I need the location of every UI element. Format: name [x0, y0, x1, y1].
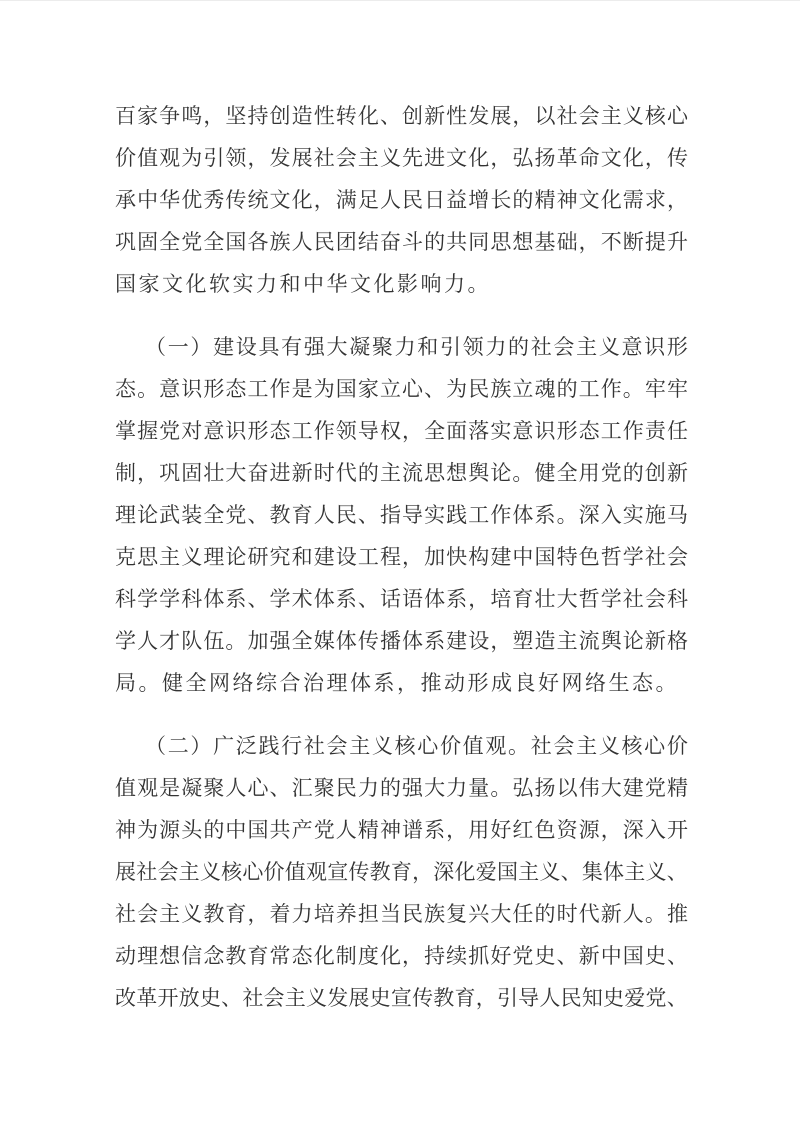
- text-line: （ 一 ） 建 设 具 有 强 大 凝 聚 力 和 引 领 力 的 社 会 主 义 意 识 形: [145, 335, 688, 359]
- text-line: （ 二 ） 广 泛 践 行 社 会 主 义 核 心 价 值 观 。 社 会 主 义 核 心 价: [145, 734, 688, 758]
- text-line: 承 中 华 优 秀 传 统 文 化 ， 满 足 人 民 日 益 增 长 的 精 神 文 化 需 求 ，: [115, 188, 688, 212]
- text-paragraph: [115, 725, 688, 1019]
- text-line: 学 人 才 队 伍 。 加 强 全 媒 体 传 播 体 系 建 设 ， 塑 造 主 流 舆 论 新 格: [115, 629, 688, 653]
- text-line: 百 家 争 鸣 ， 坚 持 创 造 性 转 化 、 创 新 性 发 展 ， 以 社 会 主 义 核 心: [115, 104, 688, 128]
- text-line: 掌 握 党 对 意 识 形 态 工 作 领 导 权 ， 全 面 落 实 意 识 形 态 工 作 责 任: [115, 419, 688, 443]
- text-line: 神 为 源 头 的 中 国 共 产 党 人 精 神 谱 系 ， 用 好 红 色 资 源 ， 深 入 开: [115, 818, 688, 842]
- text-line: 国家文化软实力和中华文化影响力。: [115, 272, 491, 296]
- text-line: 局。健全网络综合治理体系，推动形成良好网络生态。: [115, 671, 679, 695]
- text-paragraph: [115, 95, 688, 305]
- text-line: 值 观 是 凝 聚 人 心 、 汇 聚 民 力 的 强 大 力 量 。 弘 扬 以 伟 大 建 党 精: [115, 776, 688, 800]
- document-body: [115, 95, 688, 1019]
- text-line: 制 ， 巩 固 壮 大 奋 进 新 时 代 的 主 流 思 想 舆 论 。 健 全 用 党 的 创 新: [115, 461, 688, 485]
- text-line: 科 学 学 科 体 系 、 学 术 体 系 、 话 语 体 系 ， 培 育 壮 大 哲 学 社 会 科: [115, 587, 688, 611]
- text-line: 社 会 主 义 教 育 ， 着 力 培 养 担 当 民 族 复 兴 大 任 的 时 代 新 人 。 推: [115, 902, 688, 926]
- text-line: 价 值 观 为 引 领 ， 发 展 社 会 主 义 先 进 文 化 ， 弘 扬 革 命 文 化 ， 传: [115, 146, 688, 170]
- text-line: 克 思 主 义 理 论 研 究 和 建 设 工 程 ， 加 快 构 建 中 国 特 色 哲 学 社 会: [115, 545, 688, 569]
- text-line: 改 革 开 放 史 、 社 会 主 义 发 展 史 宣 传 教 育 ， 引 导 人 民 知 史 爱 党 、: [115, 986, 688, 1010]
- text-line: 巩 固 全 党 全 国 各 族 人 民 团 结 奋 斗 的 共 同 思 想 基 础 ， 不 断 提 升: [115, 230, 688, 254]
- text-line: 态 。 意 识 形 态 工 作 是 为 国 家 立 心 、 为 民 族 立 魂 的 工 作 。 牢 牢: [115, 377, 688, 401]
- text-line: 理 论 武 装 全 党 、 教 育 人 民 、 指 导 实 践 工 作 体 系 。 深 入 实 施 马: [115, 503, 688, 527]
- text-line: 动 理 想 信 念 教 育 常 态 化 制 度 化 ， 持 续 抓 好 党 史 、 新 中 国 史 、: [115, 944, 688, 968]
- text-line: 展 社 会 主 义 核 心 价 值 观 宣 传 教 育 ， 深 化 爱 国 主 义 、 集 体 主 义 、: [115, 860, 688, 884]
- text-paragraph: [115, 326, 688, 704]
